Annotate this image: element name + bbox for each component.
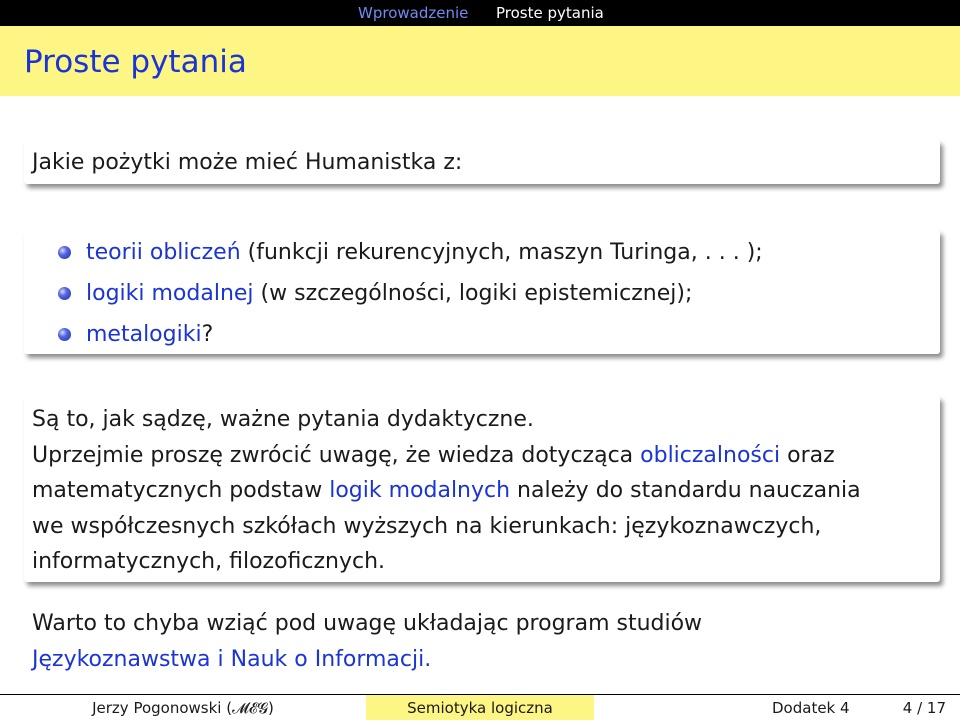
list-item <box>58 232 763 273</box>
closing-block <box>24 600 940 678</box>
footer <box>0 694 960 720</box>
list-item-text: (funkcji rekurencyjnych, maszyn Turinga, . . . ); <box>240 240 763 265</box>
footer-course <box>366 694 594 720</box>
nav-section-current[interactable]: Proste pytania <box>496 4 604 22</box>
bullet-icon <box>58 328 71 341</box>
list-item-text: ? <box>201 322 214 347</box>
remark-part: Uprzejmie proszę zwrócić uwagę, że wiedza dotycząca <box>32 442 641 468</box>
topics-block <box>24 230 940 354</box>
list-item-text: (w szczególności, logiki epistemicznej); <box>253 281 693 306</box>
author-affiliation: (𝓜𝓔𝓖) <box>226 699 274 717</box>
remark-text <box>32 402 932 580</box>
remark-highlight: logik modalnych <box>329 478 511 503</box>
closing-line-highlight: Językoznawstwa i Nauk o Informacji. <box>32 646 432 672</box>
remark-block <box>24 396 940 582</box>
remark-highlight: obliczalności <box>640 442 781 468</box>
remark-part: matematycznych podstaw <box>32 478 330 503</box>
page-number: 4 / 17 <box>902 699 946 717</box>
closing-text <box>32 606 932 677</box>
remark-line <box>32 473 932 509</box>
nav-bar <box>0 0 960 26</box>
footer-meta <box>594 694 960 720</box>
footer-author <box>0 694 366 720</box>
author-name: Jerzy Pogonowski <box>92 699 222 717</box>
list-item <box>58 273 763 314</box>
topics-list <box>58 232 763 355</box>
remark-line: informatycznych, filozoficznych. <box>32 549 386 574</box>
remark-part: należy do standardu nauczania <box>510 478 861 503</box>
question-text: Jakie pożytki może mieć Humanistka z: <box>32 150 463 175</box>
list-item-highlight: logiki modalnej <box>86 281 254 306</box>
remark-line <box>32 438 932 474</box>
closing-line: Warto to chyba wziąć pod uwagę układając program studiów <box>32 611 703 636</box>
remark-line: Są to, jak sądzę, ważne pytania dydaktyczne. <box>32 407 534 432</box>
list-item <box>58 314 763 355</box>
question-block <box>24 140 940 184</box>
remark-part: oraz <box>780 442 835 468</box>
bullet-icon <box>58 246 71 259</box>
section-label: Dodatek 4 <box>772 699 850 717</box>
nav-section-prev[interactable]: Wprowadzenie <box>358 4 469 22</box>
bullet-icon <box>58 287 71 300</box>
remark-line: we współczesnych szkółach wyższych na kierunkach: językoznawczych, <box>32 513 822 539</box>
list-item-highlight: teorii obliczeń <box>86 240 241 265</box>
slide-title: Proste pytania <box>24 44 247 80</box>
list-item-highlight: metalogiki <box>86 322 202 347</box>
course-title: Semiotyka logiczna <box>366 694 594 720</box>
